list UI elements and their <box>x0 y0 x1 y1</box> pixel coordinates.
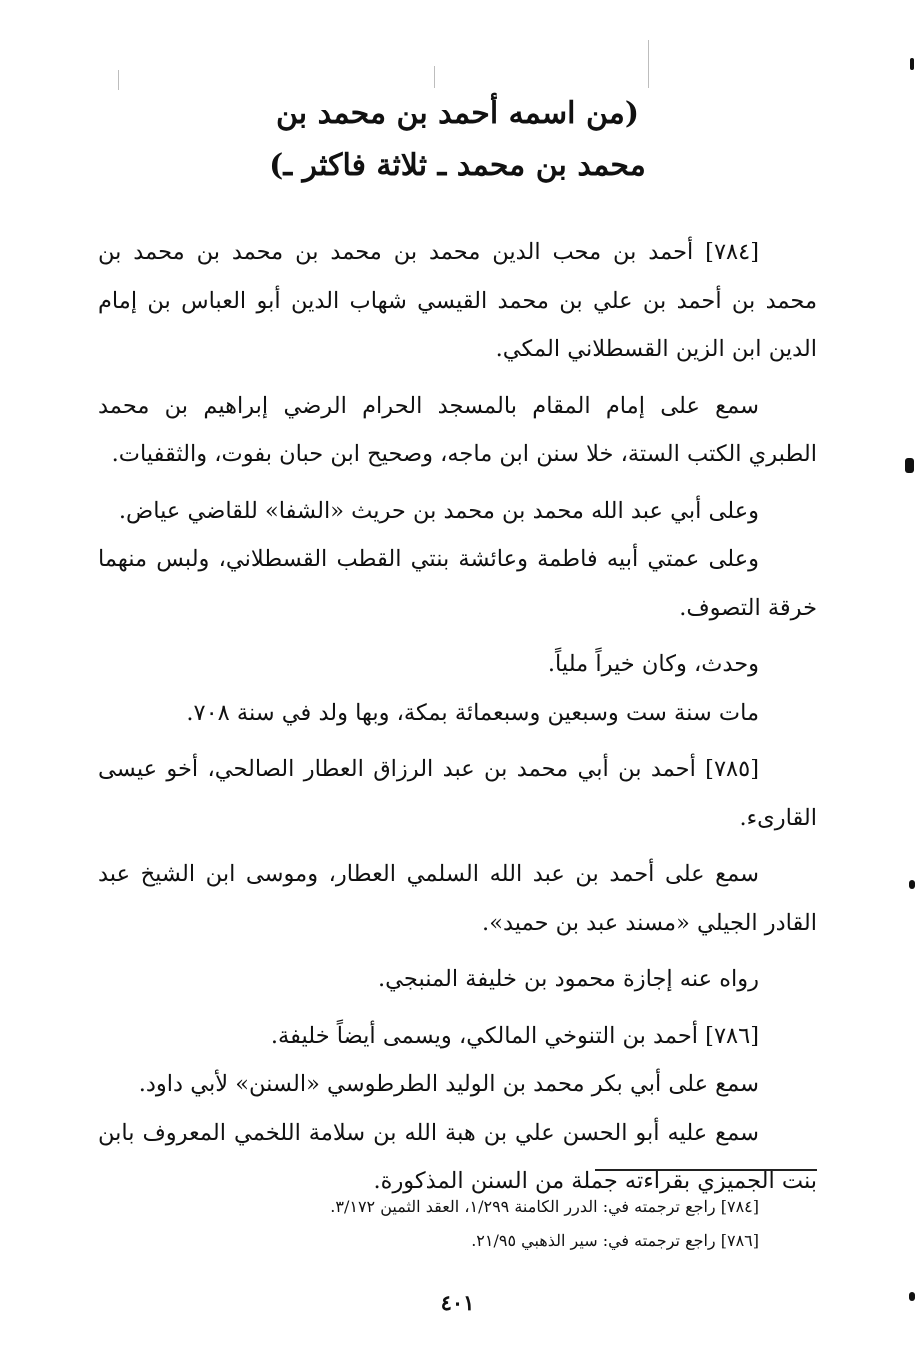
footnotes <box>98 1190 817 1258</box>
section-heading <box>90 88 825 192</box>
entry-784-para-4: وحدث، وكان خيراً ملياً. <box>547 651 759 677</box>
scan-scratch-line <box>648 40 649 88</box>
entry-786-para-2: سمع عليه أبو الحسن علي بن هبة الله بن سلامة اللخمي المعروف بابن بنت الجميزي بقراءته جملة من السنن المذكورة. <box>98 1119 817 1194</box>
main-text <box>98 228 817 1206</box>
entry-784-para-2: وعلى أبي عبد الله محمد بن محمد بن حريث «الشفا» للقاضي عياض. <box>118 497 759 524</box>
page-number: ٤٠١ <box>440 1290 475 1315</box>
scan-scratch-line <box>118 70 119 90</box>
entry-786-para-1: سمع على أبي بكر محمد بن الوليد الطرطوسي «السنن» لأبي داود. <box>138 1071 759 1097</box>
entry-785-para-1: سمع على أحمد بن عبد الله السلمي العطار، وموسى ابن الشيخ عبد القادر الجيلي «مسند عبد بن حميد». <box>98 861 817 936</box>
entry-784-para-3: وعلى عمتي أبيه فاطمة وعائشة بنتي القطب القسطلاني، ولبس منهما خرقة التصوف. <box>98 546 817 621</box>
footnote-786: [٧٨٦] راجع ترجمته في: سير الذهبي ٢١/٩٥. <box>471 1231 759 1250</box>
footnote-784: [٧٨٤] راجع ترجمته في: الدرر الكامنة ١/٢٩٩، العقد الثمين ٣/١٧٢. <box>330 1197 759 1216</box>
entry-785-title: [٧٨٥] أحمد بن أبي محمد بن عبد الرزاق العطار الصالحي، أخو عيسى القارىء. <box>98 756 817 831</box>
entry-785-para-2: رواه عنه إجازة محمود بن خليفة المنبجي. <box>378 966 759 992</box>
entry-784-title: [٧٨٤] أحمد بن محب الدين محمد بن محمد بن محمد بن محمد بن محمد بن أحمد بن علي بن محمد القيسي شهاب الدين أبو العباس بن إمام الدين ابن الزين القسطلاني المكي. <box>98 239 817 362</box>
heading-line-1: (من اسمه أحمد بن محمد بن <box>275 96 640 131</box>
footnote-separator <box>595 1169 817 1171</box>
entry-784-para-5: مات سنة ست وسبعين وسبعمائة بمكة، وبها ولد في سنة ٧٠٨. <box>186 699 759 726</box>
heading-line-2: محمد بن محمد ـ ثلاثة فاكثر ـ) <box>269 148 646 183</box>
entry-786-title: [٧٨٦] أحمد بن التنوخي المالكي، ويسمى أيضاً خليفة. <box>270 1022 759 1049</box>
scan-blot-mark <box>905 458 914 473</box>
scan-blot-mark <box>909 880 915 889</box>
scan-scratch-line <box>434 66 435 88</box>
entry-784-para-1: سمع على إمام المقام بالمسجد الحرام الرضي إبراهيم بن محمد الطبري الكتب الستة، خلا سنن ابن ماجه، وصحيح ابن حبان بفوت، والثقفيات. <box>98 392 817 467</box>
scan-blot-mark <box>910 58 914 70</box>
scan-blot-mark <box>909 1292 915 1301</box>
